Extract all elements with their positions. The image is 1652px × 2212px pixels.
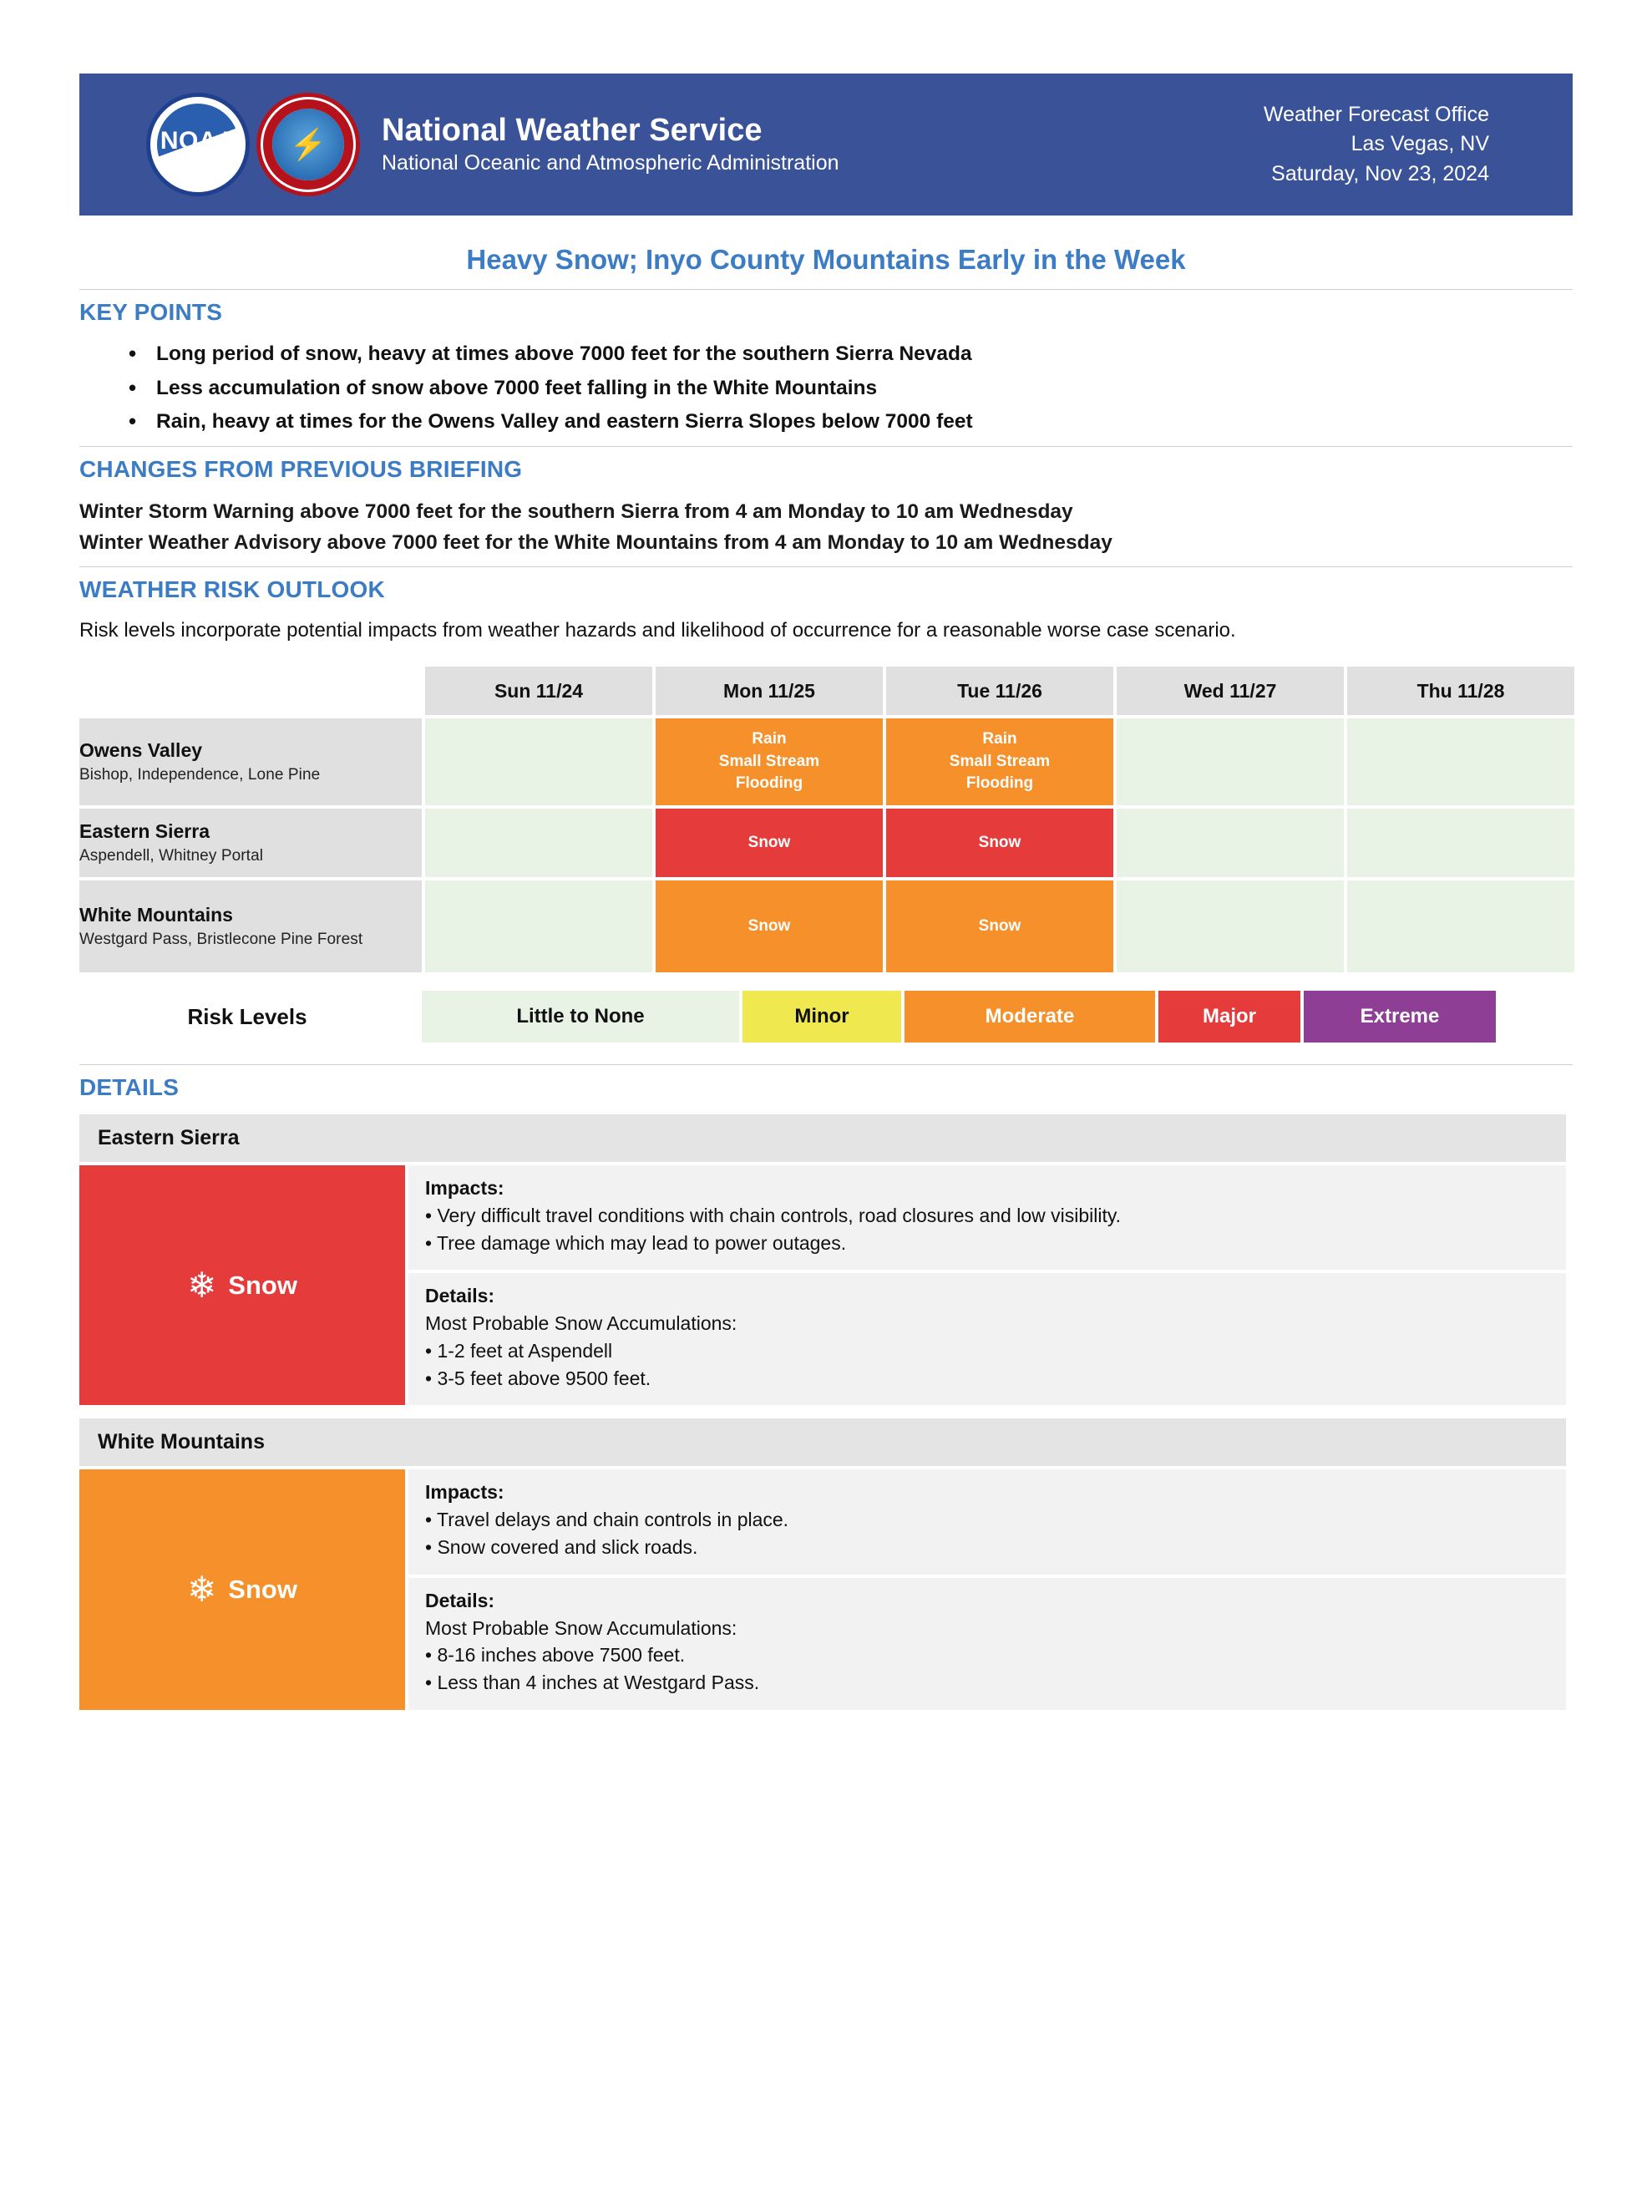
details-heading: DETAILS <box>79 1064 1573 1101</box>
legend-swatches <box>422 991 1496 1043</box>
table-row <box>79 809 1574 877</box>
detail-body <box>79 1165 1566 1405</box>
impacts-label: Impacts: <box>425 1481 504 1504</box>
office-info <box>1264 100 1548 190</box>
noaa-logo-text: NOAA <box>160 127 236 155</box>
snowflake-icon: ❄ <box>187 1569 217 1609</box>
day-header: Sun 11/24 <box>425 667 652 715</box>
details-line: Most Probable Snow Accumulations: <box>425 1616 737 1639</box>
impacts-pane <box>408 1469 1566 1574</box>
row-label-owens-valley <box>79 718 422 805</box>
legend-title: Risk Levels <box>187 1003 307 1029</box>
risk-cell <box>425 880 652 972</box>
list-item: • Long period of snow, heavy at times above 7000 feet for the southern Sierra Nevada <box>156 337 1573 372</box>
details-line: • 3-5 feet above 9500 feet. <box>425 1367 651 1389</box>
risk-cell <box>1117 880 1344 972</box>
detail-title: White Mountains <box>79 1418 1566 1466</box>
changes-line: Winter Weather Advisory above 7000 feet for the White Mountains from 4 am Monday to 10 am Wednesday <box>79 530 1112 554</box>
hazard-label: Snow <box>228 1574 297 1604</box>
risk-cell <box>1347 809 1574 877</box>
impact-line: • Snow covered and slick roads. <box>425 1535 698 1558</box>
row-label-eastern-sierra <box>79 809 422 877</box>
row-label-white-mountains <box>79 880 422 972</box>
page-title: Heavy Snow; Inyo County Mountains Early in the Week <box>466 244 1186 275</box>
risk-cell <box>425 718 652 805</box>
detail-hazard-swatch <box>79 1469 405 1709</box>
risk-cell: Snow <box>656 809 883 877</box>
zone-name: White Mountains <box>79 903 233 926</box>
detail-title: Eastern Sierra <box>79 1114 1566 1162</box>
legend-item-major: Major <box>1158 991 1300 1043</box>
snowflake-icon: ❄ <box>187 1265 217 1305</box>
list-item: • Rain, heavy at times for the Owens Valley and eastern Sierra Slopes below 7000 feet <box>156 405 1573 439</box>
changes-heading: CHANGES FROM PREVIOUS BRIEFING <box>79 446 1573 483</box>
noaa-logo-icon <box>146 93 250 196</box>
details-line: • 1-2 feet at Aspendell <box>425 1340 613 1362</box>
details-label: Details: <box>425 1589 495 1611</box>
detail-text-panes <box>408 1165 1566 1405</box>
office-line-2: Las Vegas, NV <box>1350 132 1489 156</box>
risk-cell <box>1117 718 1344 805</box>
details-line: • 8-16 inches above 7500 feet. <box>425 1644 686 1667</box>
impact-line: • Very difficult travel conditions with chain controls, road closures and low visibility. <box>425 1205 1122 1227</box>
details-label: Details: <box>425 1285 495 1307</box>
table-row <box>79 718 1574 805</box>
risk-cell <box>1117 809 1344 877</box>
risk-cell <box>1347 880 1574 972</box>
detail-body <box>79 1469 1566 1709</box>
risk-cell: Snow <box>656 880 883 972</box>
risk-cell: Rain Small Stream Flooding <box>656 718 883 805</box>
details-line: Most Probable Snow Accumulations: <box>425 1312 737 1335</box>
detail-block-white-mountains <box>79 1418 1566 1709</box>
zone-locations: Bishop, Independence, Lone Pine <box>79 765 321 784</box>
detail-block-eastern-sierra <box>79 1114 1566 1405</box>
table-header-row <box>79 667 1574 715</box>
day-header: Thu 11/28 <box>1347 667 1574 715</box>
risk-outlook-heading: WEATHER RISK OUTLOOK <box>79 566 1573 603</box>
zone-name: Eastern Sierra <box>79 819 210 842</box>
impact-line: • Tree damage which may lead to power outages. <box>425 1231 847 1254</box>
logo-group <box>146 93 360 196</box>
changes-text <box>79 496 1573 558</box>
risk-cell <box>425 809 652 877</box>
details-pane <box>408 1273 1566 1405</box>
nws-logo-icon: ⚡ <box>256 93 360 196</box>
risk-cell <box>1347 718 1574 805</box>
legend-item-moderate: Moderate <box>905 991 1155 1043</box>
legend-item-little-to-none: Little to None <box>422 991 739 1043</box>
risk-levels-legend <box>79 991 1573 1043</box>
day-header: Mon 11/25 <box>656 667 883 715</box>
risk-outlook-table <box>76 663 1578 976</box>
page-header <box>79 74 1573 216</box>
detail-hazard-swatch <box>79 1165 405 1405</box>
risk-cell: Snow <box>886 809 1113 877</box>
detail-text-panes <box>408 1469 1566 1709</box>
hazard-label: Snow <box>228 1270 297 1300</box>
legend-item-minor: Minor <box>742 991 901 1043</box>
risk-intro-text: Risk levels incorporate potential impacts from weather hazards and likelihood of occurrence for a reasonable worse case scenario. <box>79 618 1236 642</box>
briefing-page <box>0 74 1652 2212</box>
key-points-heading: KEY POINTS <box>79 289 1573 326</box>
office-date: Saturday, Nov 23, 2024 <box>1271 161 1489 185</box>
table-corner-cell <box>79 667 422 715</box>
day-header: Wed 11/27 <box>1117 667 1344 715</box>
day-header: Tue 11/26 <box>886 667 1113 715</box>
office-line-1: Weather Forecast Office <box>1263 102 1489 126</box>
changes-line: Winter Storm Warning above 7000 feet for the southern Sierra from 4 am Monday to 10 am Wednesday <box>79 500 1073 523</box>
zone-locations: Westgard Pass, Bristlecone Pine Forest <box>79 930 363 948</box>
zone-name: Owens Valley <box>79 738 203 761</box>
agency-title: National Weather Service <box>382 112 763 148</box>
table-row <box>79 880 1574 972</box>
details-line: • Less than 4 inches at Westgard Pass. <box>425 1671 760 1693</box>
risk-cell: Snow <box>886 880 1113 972</box>
impact-line: • Travel delays and chain controls in place. <box>425 1509 789 1531</box>
details-pane <box>408 1578 1566 1710</box>
list-item: • Less accumulation of snow above 7000 feet falling in the White Mountains <box>156 372 1573 406</box>
legend-item-extreme: Extreme <box>1304 991 1496 1043</box>
header-titles <box>382 113 839 177</box>
key-points-list <box>79 337 1573 439</box>
impacts-pane <box>408 1165 1566 1270</box>
agency-subtitle: National Oceanic and Atmospheric Administration <box>382 151 839 175</box>
impacts-label: Impacts: <box>425 1177 504 1200</box>
zone-locations: Aspendell, Whitney Portal <box>79 846 264 865</box>
risk-cell: Rain Small Stream Flooding <box>886 718 1113 805</box>
